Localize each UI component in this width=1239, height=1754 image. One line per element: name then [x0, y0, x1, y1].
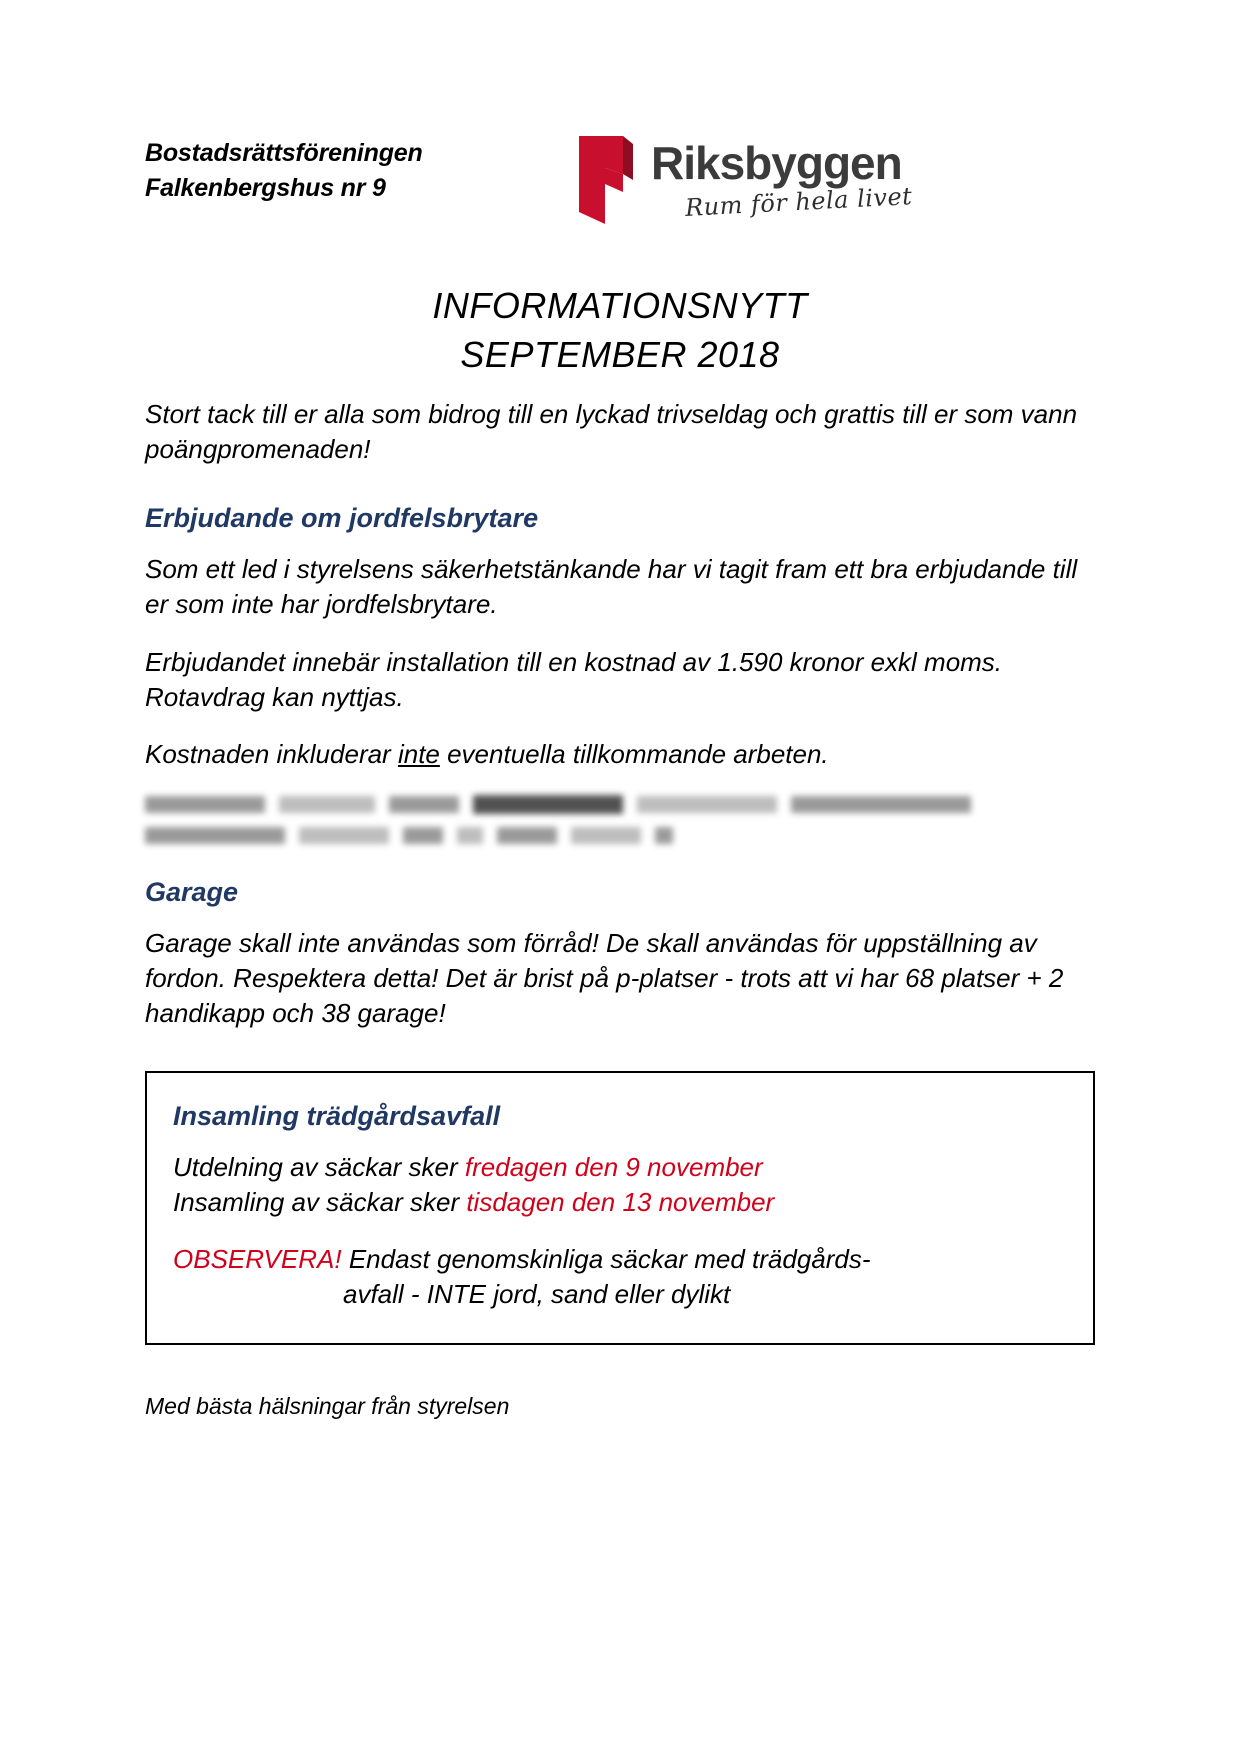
page-title-line2: SEPTEMBER 2018 — [460, 333, 780, 375]
jordfelsbrytare-p3-after: eventuella tillkommande arbeten. — [439, 738, 829, 769]
garage-paragraph-1: Garage skall inte användas som förråd! De skall användas för uppställning av fordon. Respektera detta! Det är brist på p-platser - trots att vi har 68 platser + 2 handikapp och 38 garage! — [145, 927, 1064, 1029]
section-heading-garage: Garage — [145, 876, 239, 907]
insamling-notice-text: Endast genomskinliga säckar med trädgårds- — [341, 1244, 871, 1275]
page-title-line1: INFORMATIONSNYTT — [432, 285, 808, 326]
insamling-notice-label: OBSERVERA! — [173, 1244, 342, 1275]
insamling-dates — [173, 1150, 1067, 1220]
jordfelsbrytare-p3-before: Kostnaden inkluderar — [145, 738, 398, 769]
redacted-line — [145, 794, 1095, 816]
insamling-line1-black: Utdelning av säckar sker — [173, 1152, 465, 1183]
riksbyggen-tagline: Rum för hela livet — [684, 182, 913, 222]
insamling-notice — [173, 1242, 1067, 1312]
section-heading-insamling: Insamling trädgårdsavfall — [173, 1101, 501, 1132]
riksbyggen-logo — [575, 130, 995, 230]
redacted-contact-block — [145, 794, 1095, 847]
document-header — [145, 130, 1095, 240]
redacted-line — [145, 825, 1095, 847]
organization-name — [145, 130, 565, 205]
section-heading-jordfelsbrytare: Erbjudande om jordfelsbrytare — [145, 503, 539, 534]
organization-name-line2: Falkenbergshus nr 9 — [145, 173, 386, 202]
riksbyggen-wordmark: Riksbyggen — [651, 137, 902, 189]
page-title — [145, 282, 1095, 379]
insamling-line2-black: Insamling av säckar sker — [173, 1187, 467, 1218]
insamling-notice-text-line2: avfall - INTE jord, sand eller dylikt — [343, 1279, 731, 1310]
jordfelsbrytare-paragraph-2: Erbjudandet innebär installation till en kostnad av 1.590 kronor exkl moms. Rotavdrag kan nyttjas. — [145, 646, 1003, 712]
jordfelsbrytare-p3-underlined: inte — [397, 738, 440, 769]
riksbyggen-logo-mark-icon — [575, 134, 637, 226]
signoff-text: Med bästa hälsningar från styrelsen — [145, 1392, 510, 1419]
organization-name-line1: Bostadsrättsföreningen — [145, 139, 423, 167]
insamling-box — [145, 1071, 1095, 1344]
jordfelsbrytare-paragraph-1: Som ett led i styrelsens säkerhetstänkande har vi tagit fram ett bra erbjudande till er som inte har jordfelsbrytare. — [145, 554, 1078, 620]
jordfelsbrytare-paragraph-3 — [145, 737, 1095, 772]
intro-paragraph: Stort tack till er alla som bidrog till en lyckad trivseldag och grattis till er som vann poängpromenaden! — [145, 399, 1078, 465]
document-content — [145, 130, 1095, 1443]
insamling-line2-date: tisdagen den 13 november — [466, 1187, 775, 1218]
insamling-line1-date: fredagen den 9 november — [464, 1152, 763, 1183]
